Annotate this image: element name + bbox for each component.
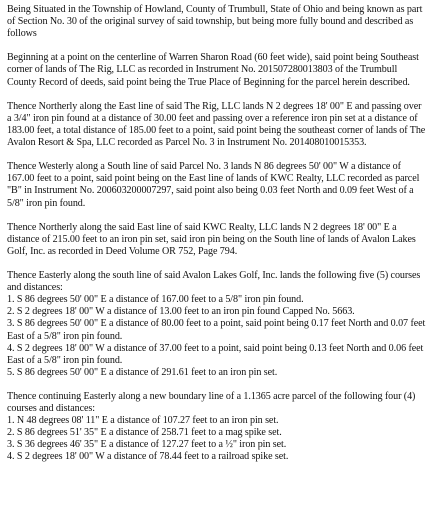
course-group-four (7, 391, 426, 464)
list-item: 1. S 86 degrees 50' 00" E a distance of 167.00 feet to a 5/8" iron pin found. (7, 294, 304, 306)
list-item: 2. S 86 degrees 51' 35" E a distance of 258.71 feet to a mag spike set. (7, 427, 282, 439)
list-item: 3. S 86 degrees 50' 00" E a distance of 80.00 feet to a point, said point being 0.17 feet North and 0.07 feet East of a 5/8" iron pin found. (7, 318, 426, 342)
list-item: 5. S 86 degrees 50' 00" E a distance of 291.61 feet to an iron pin set. (7, 366, 278, 378)
paragraph-thence-northerly-kwc: Thence Northerly along the said East line of said KWC Realty, LLC lands N 2 degrees 18' 00" E a distance of 215.00 feet to an iron pin set, said iron pin being on the South line of lands of Avalon Lakes Golf, Inc. as recorded in Deed Volume OR 752, Page 794. (7, 221, 416, 257)
paragraph-beginning: Beginning at a point on the centerline of Warren Sharon Road (60 feet wide), said point being Southeast corner of lands of The Rig, LLC as recorded in Instrument No. 201507280013803 of the Trumbull County Record of deeds, said point being the True Place of Beginning for the parcel herein described. (7, 52, 419, 88)
list-item: 1. N 48 degrees 08' 11" E a distance of 107.27 feet to an iron pin set. (7, 415, 279, 427)
list-item: 3. S 36 degrees 46' 35" E a distance of 127.27 feet to a ½" iron pin set. (7, 439, 287, 451)
paragraph-situated: Being Situated in the Township of Howland, County of Trumbull, State of Ohio and being known as part of Section No. 30 of the original survey of said township, but being more fully bound and described as follows (7, 4, 423, 40)
course-group-intro: Thence continuing Easterly along a new boundary line of a 1.1365 acre parcel of the following four (4) courses and distances: (7, 391, 416, 415)
list-item: 2. S 2 degrees 18' 00" W a distance of 13.00 feet to an iron pin found Capped No. 5663. (7, 306, 355, 318)
course-group-five (7, 270, 426, 379)
list-item: 4. S 2 degrees 18' 00" W a distance of 37.00 feet to a point, said point being 0.13 feet North and 0.06 feet East of a 5/8" iron pin found. (7, 342, 424, 366)
paragraph-thence-westerly: Thence Westerly along a South line of said Parcel No. 3 lands N 86 degrees 50' 00" W a distance of 167.00 feet to a point, said point being on the East line of lands of KWC Realty, LLC recorded as parcel "B" in Instrument No. 200603200007297, said point also being 0.03 feet North and 0.09 feet West of a 5/8" iron pin found. (7, 161, 420, 209)
course-group-intro: Thence Easterly along the south line of said Avalon Lakes Golf, Inc. lands the following five (5) courses and distances: (7, 270, 421, 294)
paragraph-thence-northerly-rig: Thence Northerly along the East line of said The Rig, LLC lands N 2 degrees 18' 00" E and passing over a 3/4" iron pin found at a distance of 30.00 feet and passing over a reference iron pin set at a distance of 183.00 feet, a total distance of 185.00 feet to a point, said point being the southeast corner of lands of The Avalon Resort & Spa, LLC recorded as Parcel No. 3 in Instrument No. 201408010015353. (7, 100, 426, 149)
list-item: 4. S 2 degrees 18' 00" W a distance of 78.44 feet to a railroad spike set. (7, 451, 289, 463)
